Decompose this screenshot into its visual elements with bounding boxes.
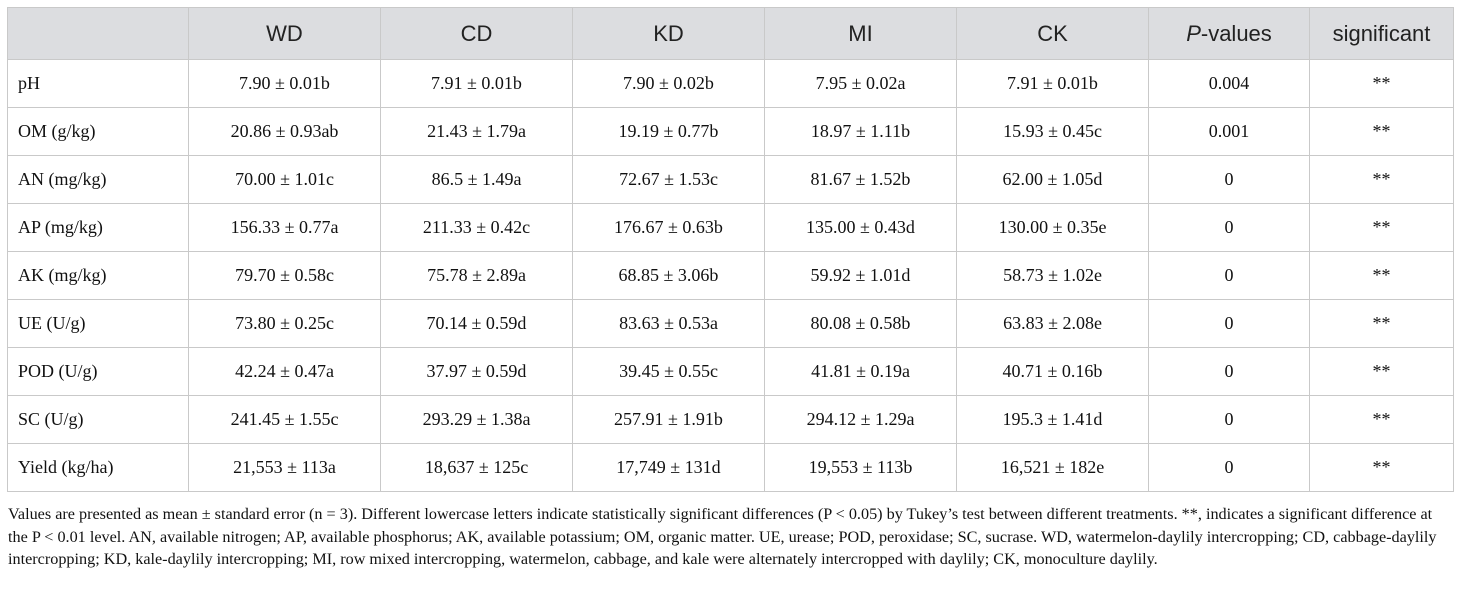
cell-wd: 42.24 ± 0.47a <box>189 348 381 396</box>
table-row <box>8 252 1454 300</box>
table-body <box>8 60 1454 492</box>
table-footnote: Values are presented as mean ± standard error (n = 3). Different lowercase letters indicate statistically significant differences (P < 0.05) by Tukey’s test between different treatments. **, indicates a significant difference at the P < 0.01 level. AN, available nitrogen; AP, available phosphorus; AK, available potassium; OM, organic matter. UE, urease; POD, peroxidase; SC, sucrase. WD, watermelon-daylily intercropping; CD, cabbage-daylily intercropping; KD, kale-daylily intercropping; MI, row mixed intercropping, watermelon, cabbage, and kale were alternately intercropped with daylily; CK, monoculture daylily. <box>8 505 1437 568</box>
cell-significance: ** <box>1310 396 1454 444</box>
header-significant: significant <box>1310 8 1454 60</box>
cell-significance: ** <box>1310 348 1454 396</box>
header-ck: CK <box>957 8 1149 60</box>
cell-ck: 130.00 ± 0.35e <box>957 204 1149 252</box>
cell-kd: 257.91 ± 1.91b <box>573 396 765 444</box>
cell-kd: 7.90 ± 0.02b <box>573 60 765 108</box>
cell-significance: ** <box>1310 108 1454 156</box>
cell-wd: 7.90 ± 0.01b <box>189 60 381 108</box>
cell-cd: 7.91 ± 0.01b <box>381 60 573 108</box>
cell-kd: 176.67 ± 0.63b <box>573 204 765 252</box>
table-row <box>8 444 1454 492</box>
row-label: Yield (kg/ha) <box>8 444 189 492</box>
header-mi: MI <box>765 8 957 60</box>
cell-mi: 41.81 ± 0.19a <box>765 348 957 396</box>
header-corner <box>8 8 189 60</box>
table-row <box>8 156 1454 204</box>
cell-cd: 75.78 ± 2.89a <box>381 252 573 300</box>
cell-kd: 72.67 ± 1.53c <box>573 156 765 204</box>
header-p-italic: P <box>1186 20 1201 46</box>
cell-wd: 79.70 ± 0.58c <box>189 252 381 300</box>
cell-p-value: 0 <box>1149 300 1310 348</box>
header-p-rest: -values <box>1200 20 1272 46</box>
cell-significance: ** <box>1310 300 1454 348</box>
table-row <box>8 204 1454 252</box>
table-row <box>8 108 1454 156</box>
cell-mi: 81.67 ± 1.52b <box>765 156 957 204</box>
cell-cd: 37.97 ± 0.59d <box>381 348 573 396</box>
header-kd: KD <box>573 8 765 60</box>
cell-kd: 19.19 ± 0.77b <box>573 108 765 156</box>
table-container <box>7 7 1453 571</box>
cell-kd: 17,749 ± 131d <box>573 444 765 492</box>
cell-significance: ** <box>1310 252 1454 300</box>
cell-cd: 21.43 ± 1.79a <box>381 108 573 156</box>
header-wd: WD <box>189 8 381 60</box>
results-table <box>7 7 1454 492</box>
table-row <box>8 348 1454 396</box>
cell-wd: 241.45 ± 1.55c <box>189 396 381 444</box>
cell-ck: 62.00 ± 1.05d <box>957 156 1149 204</box>
row-label: AN (mg/kg) <box>8 156 189 204</box>
cell-wd: 73.80 ± 0.25c <box>189 300 381 348</box>
cell-ck: 15.93 ± 0.45c <box>957 108 1149 156</box>
header-p-values <box>1149 8 1310 60</box>
cell-p-value: 0 <box>1149 204 1310 252</box>
table-row <box>8 300 1454 348</box>
cell-ck: 40.71 ± 0.16b <box>957 348 1149 396</box>
row-label: SC (U/g) <box>8 396 189 444</box>
row-label: AK (mg/kg) <box>8 252 189 300</box>
row-label: AP (mg/kg) <box>8 204 189 252</box>
table-row <box>8 60 1454 108</box>
cell-cd: 70.14 ± 0.59d <box>381 300 573 348</box>
cell-p-value: 0 <box>1149 252 1310 300</box>
row-label: POD (U/g) <box>8 348 189 396</box>
cell-cd: 86.5 ± 1.49a <box>381 156 573 204</box>
cell-mi: 135.00 ± 0.43d <box>765 204 957 252</box>
cell-cd: 293.29 ± 1.38a <box>381 396 573 444</box>
header-cd: CD <box>381 8 573 60</box>
cell-p-value: 0 <box>1149 156 1310 204</box>
row-label: OM (g/kg) <box>8 108 189 156</box>
row-label: UE (U/g) <box>8 300 189 348</box>
cell-kd: 39.45 ± 0.55c <box>573 348 765 396</box>
cell-ck: 58.73 ± 1.02e <box>957 252 1149 300</box>
cell-significance: ** <box>1310 60 1454 108</box>
cell-p-value: 0 <box>1149 396 1310 444</box>
cell-mi: 18.97 ± 1.11b <box>765 108 957 156</box>
cell-significance: ** <box>1310 156 1454 204</box>
cell-ck: 16,521 ± 182e <box>957 444 1149 492</box>
header-row <box>8 8 1454 60</box>
cell-wd: 70.00 ± 1.01c <box>189 156 381 204</box>
cell-p-value: 0 <box>1149 444 1310 492</box>
cell-ck: 7.91 ± 0.01b <box>957 60 1149 108</box>
cell-ck: 63.83 ± 2.08e <box>957 300 1149 348</box>
cell-p-value: 0.004 <box>1149 60 1310 108</box>
cell-mi: 80.08 ± 0.58b <box>765 300 957 348</box>
cell-significance: ** <box>1310 444 1454 492</box>
cell-mi: 294.12 ± 1.29a <box>765 396 957 444</box>
row-label: pH <box>8 60 189 108</box>
cell-ck: 195.3 ± 1.41d <box>957 396 1149 444</box>
cell-wd: 156.33 ± 0.77a <box>189 204 381 252</box>
cell-mi: 59.92 ± 1.01d <box>765 252 957 300</box>
cell-significance: ** <box>1310 204 1454 252</box>
cell-wd: 20.86 ± 0.93ab <box>189 108 381 156</box>
cell-kd: 68.85 ± 3.06b <box>573 252 765 300</box>
cell-p-value: 0 <box>1149 348 1310 396</box>
cell-kd: 83.63 ± 0.53a <box>573 300 765 348</box>
cell-mi: 7.95 ± 0.02a <box>765 60 957 108</box>
table-row <box>8 396 1454 444</box>
cell-cd: 211.33 ± 0.42c <box>381 204 573 252</box>
cell-p-value: 0.001 <box>1149 108 1310 156</box>
cell-mi: 19,553 ± 113b <box>765 444 957 492</box>
cell-cd: 18,637 ± 125c <box>381 444 573 492</box>
cell-wd: 21,553 ± 113a <box>189 444 381 492</box>
